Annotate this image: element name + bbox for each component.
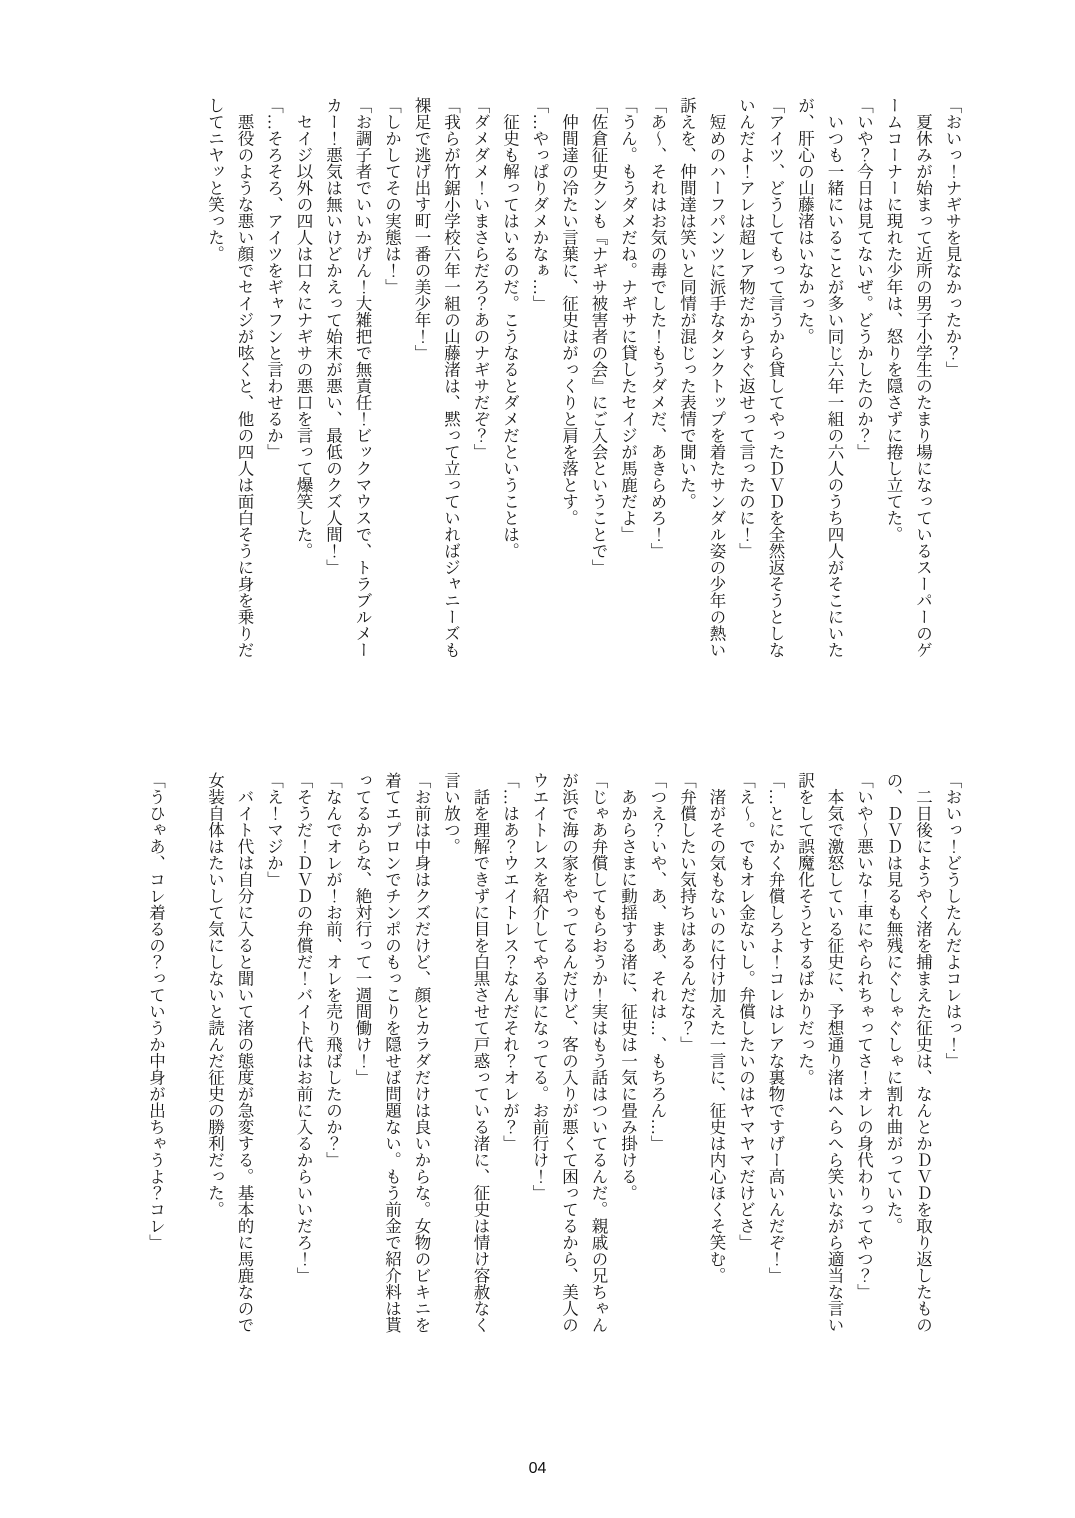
text-line: 女装自体はたいして気にしないと読んだ征史の勝利だった。 — [205, 772, 225, 1218]
text-line: 「え！マジか」 — [264, 772, 284, 888]
text-line: 「おいっ！ナギサを見なかったか？」 — [943, 97, 962, 378]
text-line: 「そうだ！ＤＶＤの弁償だ！バイト代はお前に入るからいいだろ！」 — [294, 772, 313, 1284]
text-line: 「…やっぱりダメかなぁ…」 — [530, 97, 549, 312]
text-line: バイト代は自分に入ると聞いて渚の態度が急変する。基本的に馬鹿なので — [235, 772, 254, 1333]
text-line: 「我らが竹鋸小学校六年一組の山藤渚は、黙って立っていればジャニーズも — [441, 97, 461, 658]
text-line: 訳をして誤魔化そうとするばかりだった。 — [795, 772, 815, 1086]
text-line: 言い放つ。 — [441, 772, 461, 855]
text-line: 訴えを、仲間達は笑いと同情が混じった表情で聞いた。 — [677, 97, 697, 510]
text-line: 「おいっ！どうしたんだよコレはっ！」 — [943, 772, 962, 1069]
text-line: 「お調子者でいいかげん！大雑把で無責任！ビックマウスで、トラブルメー — [353, 97, 372, 658]
text-line: 渚がその気もないのに付け加えた一言に、征史は内心ほくそ笑む。 — [707, 772, 726, 1284]
text-line: あからさまに動揺する渚に、征史は一気に畳み掛ける。 — [618, 772, 638, 1201]
text-line: 征史も解ってはいるのだ。こうなるとダメだということは。 — [500, 97, 520, 559]
text-line: 短めのハーフパンツに派手なタンクトップを着たサンダル姿の少年の熱い — [707, 97, 726, 658]
vertical-text-block-bottom — [141, 772, 967, 1422]
text-line: 悪役のような悪い顔でセイジが呟くと、他の四人は面白そうに身を乗りだ — [235, 97, 254, 658]
text-line: 「…そろそろ、アイツをギャフンと言わせるか」 — [264, 97, 284, 460]
text-line: 「うん。もうダメだね。ナギサに貸したセイジが馬鹿だよ」 — [618, 97, 638, 543]
text-line: 裸足で逃げ出す町一番の美少年！」 — [412, 97, 431, 361]
text-line: 「弁償したい気持ちはあるんだな？」 — [677, 772, 697, 1053]
text-line: セイジ以外の四人は口々にナギサの悪口を言って爆笑した。 — [294, 97, 313, 559]
page-number: 04 — [528, 1460, 547, 1477]
text-line: 「佐倉征史クンも『ナギサ被害者の会』にご入会ということで」 — [589, 97, 608, 576]
text-line: 仲間達の冷たい言葉に、征史はがっくりと肩を落とす。 — [559, 97, 579, 526]
text-line: してニヤッと笑った。 — [205, 97, 225, 262]
text-line: 話を理解できずに目を白黒させて戸惑っている渚に、征史は情け容赦なく — [471, 772, 490, 1333]
text-line: 「…はあ？ウエイトレス？なんだそれ？オレが？」 — [500, 772, 520, 1152]
text-line: 「じゃあ弁償してもらおうか！実はもう話はついてるんだ。親戚の兄ちゃん — [589, 772, 608, 1333]
text-line: カー！悪気は無いけどかえって始末が悪い、最低のクズ人間！」 — [323, 97, 343, 576]
text-line: 「アイツ、どうしてもって言うから貸してやったＤＶＤを全然返そうとしな — [766, 97, 785, 658]
text-line: 夏休みが始まって近所の男子小学生のたまり場になっているスーパーのゲ — [913, 97, 933, 658]
text-line: 本気で激怒している征史に、予想通り渚はへらへら笑いながら適当な言い — [825, 772, 844, 1333]
text-line — [171, 772, 201, 1422]
text-line: が、肝心の山藤渚はいなかった。 — [795, 97, 815, 345]
text-line: ウエイトレスを紹介してやる事になってる。お前行け！」 — [530, 772, 549, 1201]
text-line: 「え〜。でもオレ金ないし。弁償したいのはヤマヤマだけどさ」 — [736, 772, 756, 1251]
text-line: ームコーナーに現れた少年は、怒りを隠さずに捲し立てた。 — [884, 97, 903, 543]
text-line: 「…とにかく弁償しろよ！コレはレアな裏物ですげー高いんだぞ！」 — [766, 772, 785, 1284]
text-line: 「ダメダメ！いまさらだろ？あのナギサだぞ？」 — [471, 97, 490, 460]
text-line: 「いや？今日は見てないぜ。どうかしたのか？」 — [854, 97, 874, 460]
text-line: 「あ〜、それはお気の毒でした！もうダメだ、あきらめろ！」 — [648, 97, 667, 559]
text-line: 二日後にようやく渚を捕まえた征史は、なんとかＤＶＤを取り返したもの — [913, 772, 933, 1333]
text-line: 「いや〜悪いな！車にやられちゃってさ！オレの身代わりってやつ？」 — [854, 772, 874, 1300]
text-line: いんだよ！アレは超レア物だからすぐ返せって言ったのに！」 — [736, 97, 756, 559]
text-line: いつも一緒にいることが多い同じ六年一組の六人のうち四人がそこにいた — [825, 97, 844, 658]
text-line: が浜で海の家をやってるんだけど、客の入りが悪くて困ってるから、美人の — [559, 772, 579, 1333]
vertical-text-block-top — [200, 97, 967, 745]
text-line: 「なんでオレが！お前、オレを売り飛ばしたのか？」 — [323, 772, 343, 1168]
text-line: ってるからな、絶対行って一週間働け！」 — [353, 772, 372, 1086]
text-line: 着てエプロンでチンポのもっこりを隠せば問題ない。もう前金で紹介料は貰 — [382, 772, 402, 1333]
text-line: 「つえ？いや、あ、まあ、それは…、もちろん…」 — [648, 772, 667, 1152]
text-line: 「お前は中身はクズだけど、顔とカラダだけは良いからな。女物のビキニを — [412, 772, 431, 1333]
text-line: 「しかしてその実態は！」 — [382, 97, 402, 295]
text-line: 「うひゃあ、コレ着るの？っていうか中身が出ちゃうよ？コレ」 — [146, 772, 166, 1251]
text-line: の、ＤＶＤは見るも無残にぐしゃぐしゃに割れ曲がっていた。 — [884, 772, 903, 1234]
